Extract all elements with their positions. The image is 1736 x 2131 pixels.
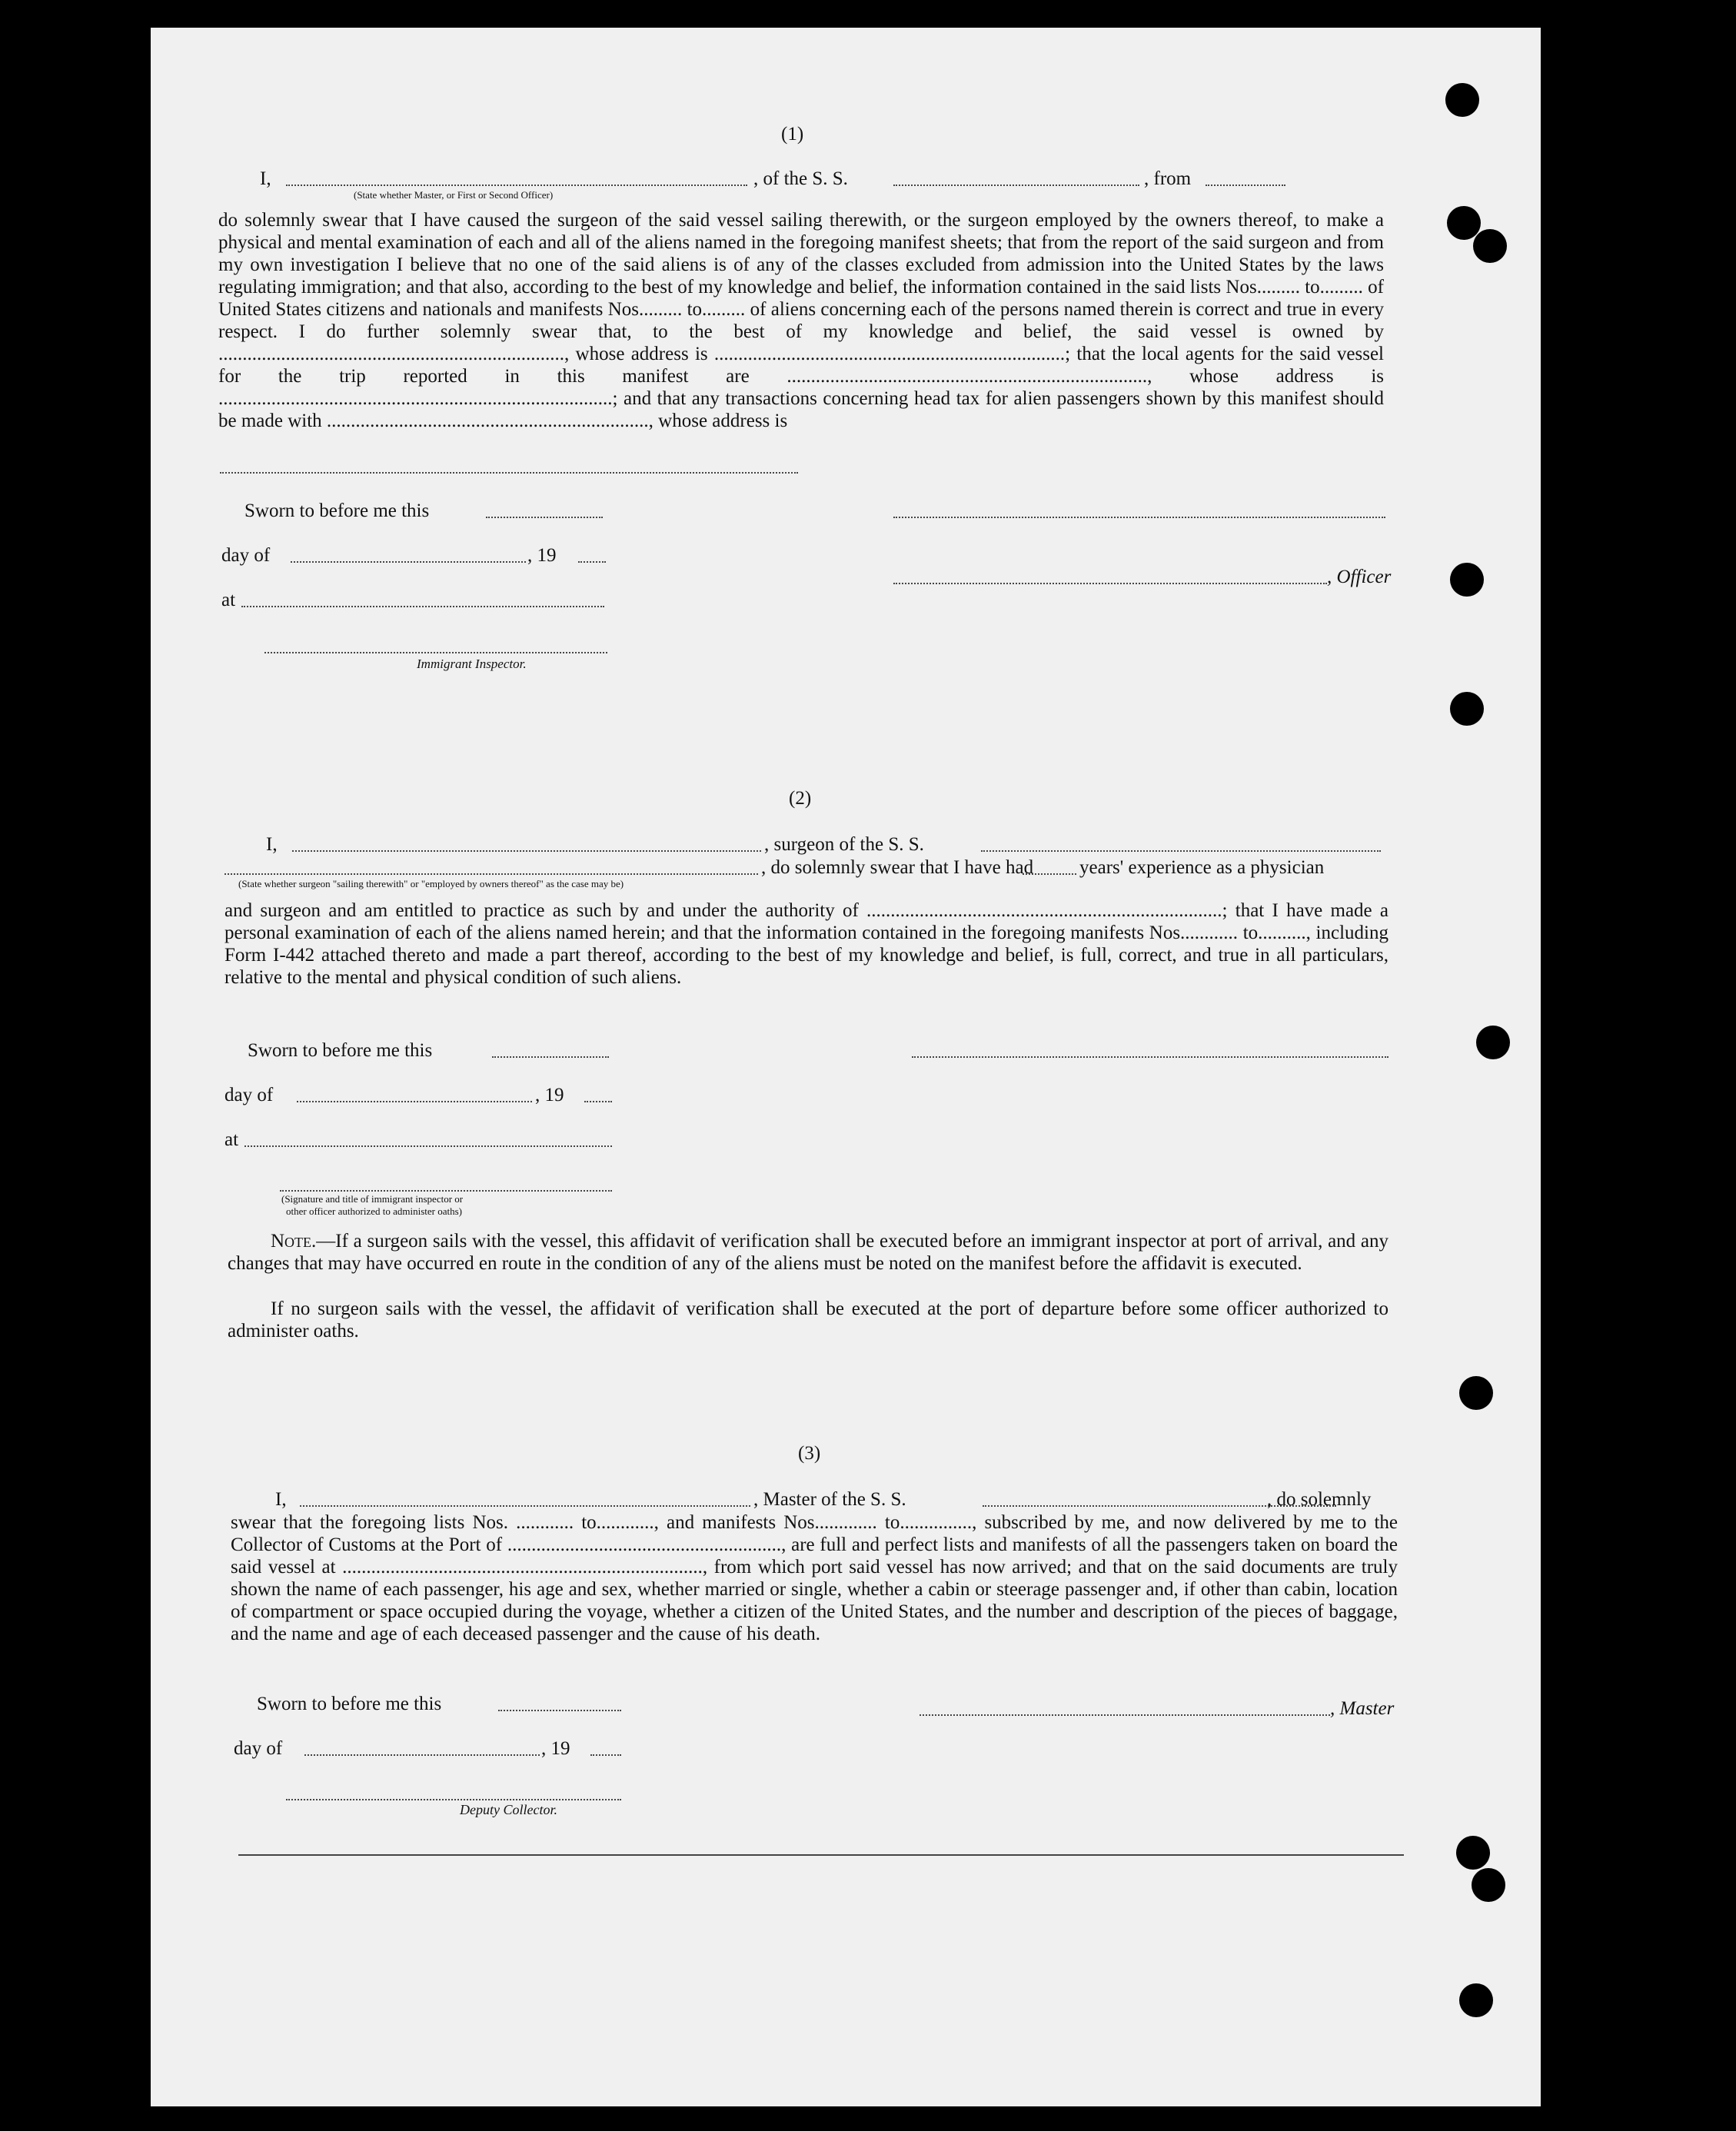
surgeon-name-field[interactable] (292, 850, 761, 852)
punch-hole (1450, 563, 1484, 597)
section-2-i: I, (266, 834, 278, 855)
at-label-2: at (224, 1129, 239, 1150)
day-of-label-3: day of (234, 1738, 283, 1759)
at-field-1[interactable] (241, 606, 604, 607)
punch-hole (1459, 1983, 1493, 2017)
master-of-label: , Master of the S. S. (753, 1489, 906, 1510)
note-text: —If a surgeon sails with the vessel, this affidavit of verification shall be executed before an immigrant inspector at port of arrival, and any changes that may have occurred en route in the condition of any of the aliens must be noted on the manifest before the affidavit is executed. (228, 1231, 1388, 1274)
signature-caption-1: (Signature and title of immigrant inspector or (281, 1193, 464, 1205)
punch-hole (1456, 1836, 1490, 1870)
inspector-signature-line[interactable] (264, 652, 607, 653)
punch-hole (1472, 1868, 1505, 1902)
from-label: , from (1144, 168, 1192, 189)
sworn-field-1[interactable] (486, 517, 603, 518)
do-solemnly-label: , do solemnly (1267, 1489, 1372, 1510)
day-of-label-1: day of (221, 545, 271, 566)
surgeon-of-label: , surgeon of the S. S. (764, 834, 924, 855)
sworn-label-2: Sworn to before me this (248, 1040, 433, 1061)
officer-signature-top-line[interactable] (893, 517, 1385, 518)
swear-label: , do solemnly swear that I have had (761, 857, 1034, 878)
section-3-number: (3) (798, 1443, 821, 1464)
year-label-3: , 19 (541, 1738, 570, 1759)
years-field[interactable] (1023, 873, 1076, 875)
sworn-label-3: Sworn to before me this (257, 1694, 442, 1714)
bottom-rule (238, 1854, 1404, 1856)
year-field-3[interactable] (590, 1754, 621, 1756)
year-field-2[interactable] (584, 1101, 612, 1102)
at-label-1: at (221, 590, 236, 610)
surgeon-signature-line[interactable] (912, 1056, 1388, 1058)
surgeon-vessel-field[interactable] (981, 850, 1381, 852)
master-label: , Master (1330, 1698, 1395, 1719)
master-name-field[interactable] (300, 1505, 750, 1507)
officer-rank-caption: (State whether Master, or First or Second Officer) (354, 189, 554, 201)
punch-hole (1459, 1376, 1493, 1410)
section-1-body: do solemnly swear that I have caused the surgeon of the said vessel sailing therewith, or the surgeon employed by the owners thereof, to make a physical and mental examination of each and all of the aliens named in the foregoing manifest sheets; that from the report of the said surgeon and from my own investigation I believe that no one of the said aliens is of any of the classes excluded from admission into the United States by the laws regulating immigration; and that also, according to the best of my knowledge and belief, the information contained in the said lists Nos......... to......... of United States citizens and nationals and manifests Nos......... to......... of aliens concerning each of the persons named therein is correct and true in every respect. I do further solemnly swear that, to the best of my knowledge and belief, the said vessel is owned by ........................................................................, whose address is .........................................................................; that the local agents for the said vessel for the trip reported in this manifest are ..........................................................................., whose address is ..................................................................................; and that any transactions concerning head tax for alien passengers shown by this manifest should be made with ..................................................................., whose address is (218, 210, 1384, 431)
surgeon-type-field[interactable] (224, 873, 758, 875)
signature-caption-2: other officer authorized to administer oaths) (286, 1205, 462, 1217)
officer-signature-line[interactable] (893, 583, 1327, 584)
deputy-collector-signature-line[interactable] (286, 1799, 621, 1800)
address-continuation-line[interactable] (220, 472, 798, 474)
master-signature-line[interactable] (920, 1714, 1330, 1716)
authorized-officer-signature-line[interactable] (280, 1190, 612, 1192)
punch-hole (1476, 1026, 1510, 1059)
document-page (151, 28, 1541, 2106)
punch-hole (1447, 206, 1481, 240)
day-of-label-2: day of (224, 1085, 274, 1105)
at-field-2[interactable] (244, 1145, 612, 1147)
section-2-body: and surgeon and am entitled to practice as such by and under the authority of ..........................................................................; that I have made a personal examination of each of the aliens named herein; and that the information contained in the foregoing manifests Nos............ to.........., including Form I-442 attached thereto and made a part thereof, according to the best of my knowledge and belief, is full, correct, and true in all particulars, relative to the mental and physical condition of such aliens. (224, 900, 1388, 988)
section-1-number: (1) (781, 124, 804, 145)
day-field-2[interactable] (297, 1101, 532, 1102)
punch-hole (1473, 229, 1507, 263)
section-1-i: I, (260, 168, 271, 189)
day-field-1[interactable] (291, 561, 526, 563)
sworn-field-3[interactable] (498, 1710, 621, 1711)
immigrant-inspector-label: Immigrant Inspector. (417, 657, 527, 671)
sworn-field-2[interactable] (492, 1056, 609, 1058)
day-field-3[interactable] (304, 1754, 540, 1756)
note-paragraph-2: If no surgeon sails with the vessel, the affidavit of verification shall be executed at the port of departure before some officer authorized to administer oaths. (228, 1298, 1388, 1341)
years-label: years' experience as a physician (1079, 857, 1325, 878)
punch-hole (1445, 83, 1479, 117)
officer-rank-field[interactable] (286, 185, 747, 186)
deputy-collector-label: Deputy Collector. (460, 1802, 557, 1817)
officer-label: , Officer (1327, 567, 1392, 587)
year-label-1: , 19 (527, 545, 557, 566)
sworn-label-1: Sworn to before me this (244, 500, 430, 521)
section-2-number: (2) (789, 788, 812, 809)
year-label-2: , 19 (535, 1085, 564, 1105)
note-paragraph (228, 1230, 1388, 1275)
section-3-body: swear that the foregoing lists Nos. ............ to............, and manifests Nos............. to..............., subscribed by me, and now delivered by me to the Collector of Customs at the Port of ........................................................., are full and perfect lists and manifests of all the passengers taken on board the said vessel at ..........................................................................., from which port said vessel has now arrived; and that on the said documents are truly shown the name of each passenger, his age and sex, whether married or single, whether a cabin or steerage passenger and, if other than cabin, location of compartment or space occupied during the voyage, whether a citizen of the United States, and the number and description of the pieces of baggage, and the name and age of each deceased passenger and the cause of his death. (231, 1512, 1398, 1644)
section-3-i: I, (275, 1489, 287, 1510)
of-ss-label: , of the S. S. (753, 168, 848, 189)
from-port-field[interactable] (1206, 185, 1285, 186)
year-field-1[interactable] (578, 561, 606, 563)
surgeon-type-caption: (State whether surgeon "sailing therewith" or "employed by owners thereof" as the case may be) (238, 878, 624, 889)
vessel-name-field[interactable] (893, 185, 1139, 186)
punch-hole (1450, 692, 1484, 726)
note-label: Note. (271, 1231, 317, 1252)
bleed-through-text (704, 458, 724, 504)
